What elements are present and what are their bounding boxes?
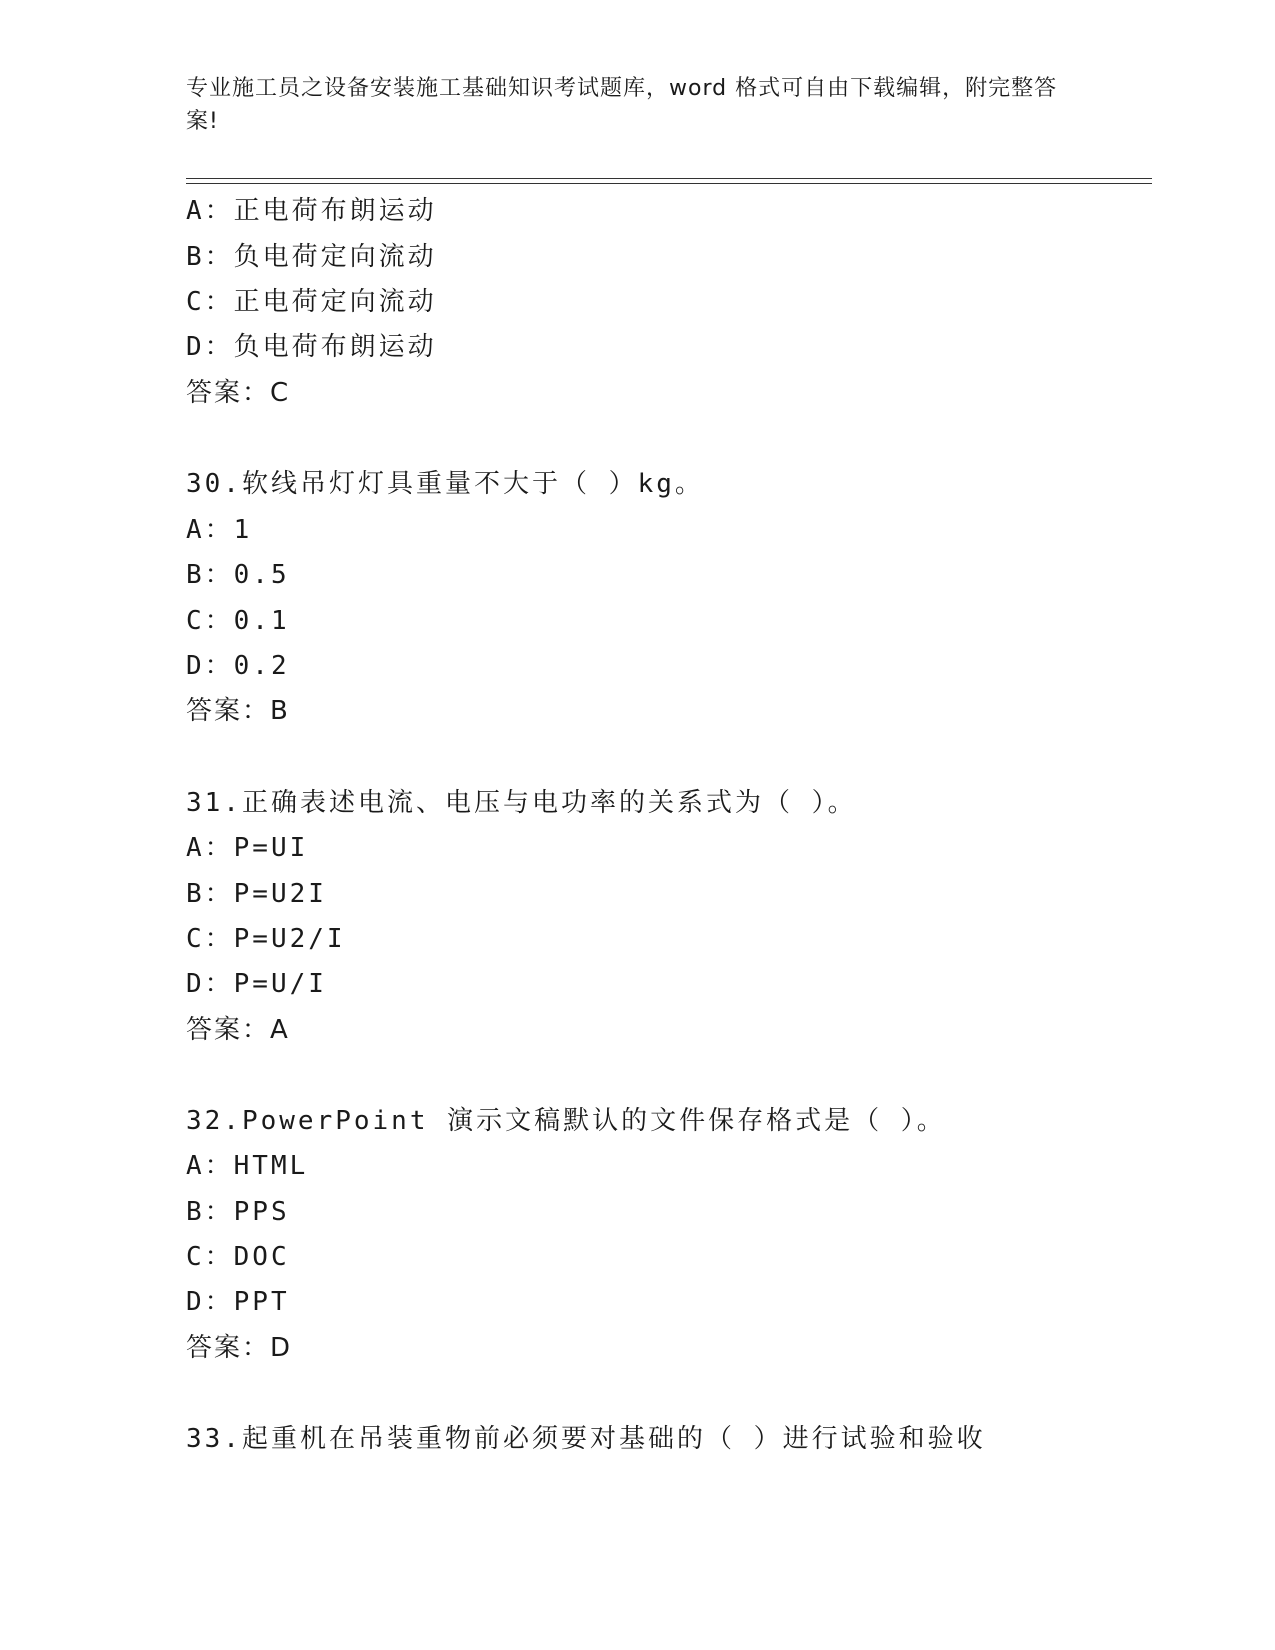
option-d: D：P=U/I — [186, 969, 327, 999]
answer: 答案：B — [186, 696, 290, 726]
option-c: C：正电荷定向流动 — [186, 287, 437, 317]
option-c: C：0.1 — [186, 606, 290, 636]
answer: 答案：C — [186, 378, 291, 408]
option-b: B：PPS — [186, 1197, 290, 1227]
question-stem: 30.软线吊灯灯具重量不大于（ ）kg。 — [186, 469, 704, 499]
option-d: D：负电荷布朗运动 — [186, 332, 437, 362]
option-c: C：DOC — [186, 1242, 290, 1272]
option-a: A：P=UI — [186, 833, 309, 863]
question-stem: 31.正确表述电流、电压与电功率的关系式为（ ）。 — [186, 788, 857, 818]
option-a: A：1 — [186, 515, 253, 545]
option-d: D：0.2 — [186, 651, 290, 681]
option-a: A：HTML — [186, 1151, 309, 1181]
option-c: C：P=U2/I — [186, 924, 346, 954]
question-stem: 32.PowerPoint 演示文稿默认的文件保存格式是（ ）。 — [186, 1106, 946, 1136]
option-b: B：P=U2I — [186, 879, 327, 909]
option-b: B：负电荷定向流动 — [186, 242, 437, 272]
option-d: D：PPT — [186, 1287, 290, 1317]
header-rule-top — [186, 178, 1152, 179]
option-b: B：0.5 — [186, 560, 290, 590]
answer: 答案：D — [186, 1333, 293, 1363]
option-a: A：正电荷布朗运动 — [186, 196, 437, 226]
document-header: 专业施工员之设备安装施工基础知识考试题库，word 格式可自由下载编辑，附完整答案! — [186, 76, 1058, 134]
header-rule-bottom — [186, 183, 1152, 184]
answer: 答案：A — [186, 1015, 290, 1045]
question-stem: 33.起重机在吊装重物前必须要对基础的（ ）进行试验和验收 — [186, 1424, 986, 1454]
